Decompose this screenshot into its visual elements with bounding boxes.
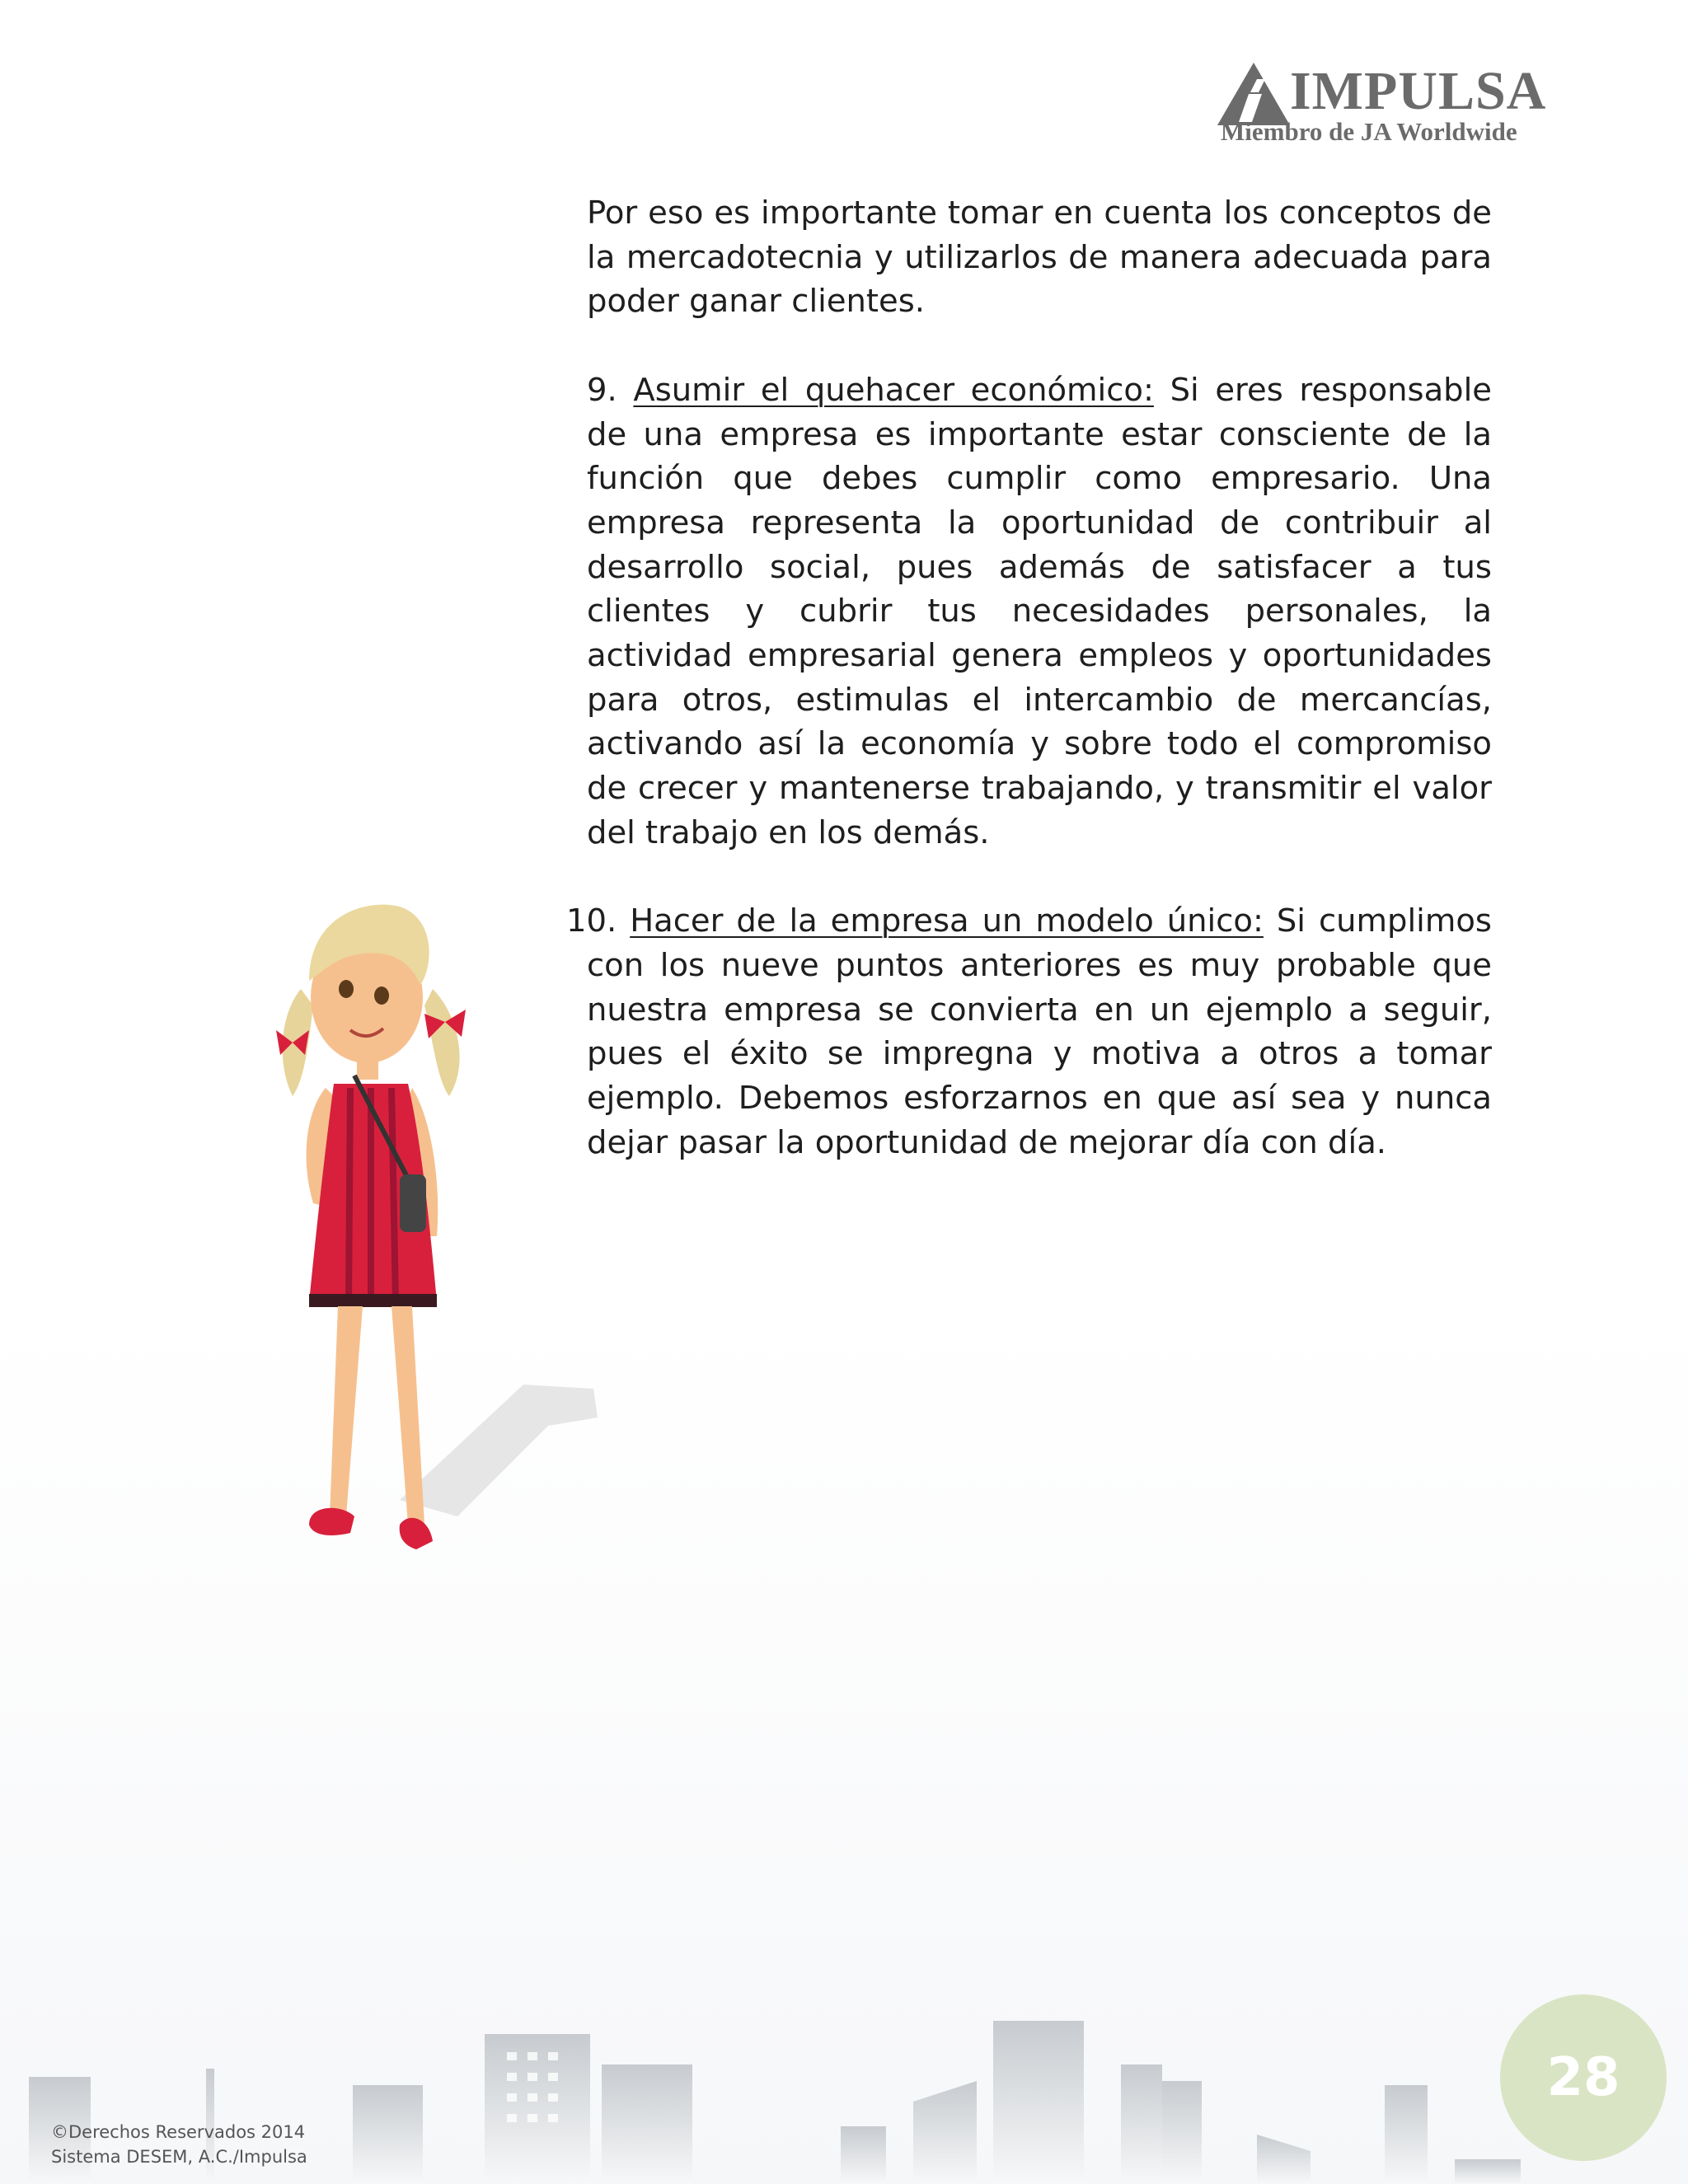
item-body: Si eres responsable de una empresa es importante estar consciente de la función que debes cumplir como empresario. Una empresa representa la oportunidad de contribuir al desarrollo social, pues además de satisfacer a tus clientes y cubrir tus necesidades personales, la actividad empresarial genera empleos y oportunidades para otros, estimulas el intercambio de mercancías, activando así la economía y sobre todo el compromiso de crecer y mantenerse trabajando, y transmitir el valor del trabajo en los demás. — [587, 371, 1492, 851]
footer — [51, 2120, 307, 2169]
page-number-badge — [1500, 1994, 1667, 2161]
main-content — [566, 191, 1492, 1165]
item-number: 9. — [587, 371, 617, 409]
intro-paragraph: Por eso es importante tomar en cuenta los conceptos de la mercadotecnia y utilizarlos de manera adecuada para poder ganar clientes. — [587, 194, 1492, 321]
impulsa-logo — [1216, 58, 1547, 152]
list-item-10 — [566, 899, 1492, 1165]
girl-illustration — [276, 890, 606, 1558]
logo-tagline: Miembro de JA Worldwide — [1221, 117, 1517, 146]
page-number: 28 — [1546, 2047, 1620, 2108]
logo-brand: IMPULSA — [1290, 61, 1547, 121]
footer-copyright: ©Derechos Reservados 2014 — [51, 2122, 306, 2142]
item-heading: Asumir el quehacer económico: — [633, 371, 1154, 409]
list-item-9 — [587, 368, 1492, 855]
item-heading: Hacer de la empresa un modelo único: — [630, 902, 1264, 940]
item-body: Si cumplimos con los nueve puntos anteriores es muy probable que nuestra empresa se convierta en un ejemplo a seguir, pues el éxito se impregna y motiva a otros a tomar ejemplo. Debemos esforzarnos en que así sea y nunca dejar pasar la oportunidad de mejorar día con día. — [587, 902, 1492, 1161]
item-number: 10. — [566, 902, 617, 940]
footer-org: Sistema DESEM, A.C./Impulsa — [51, 2147, 307, 2167]
